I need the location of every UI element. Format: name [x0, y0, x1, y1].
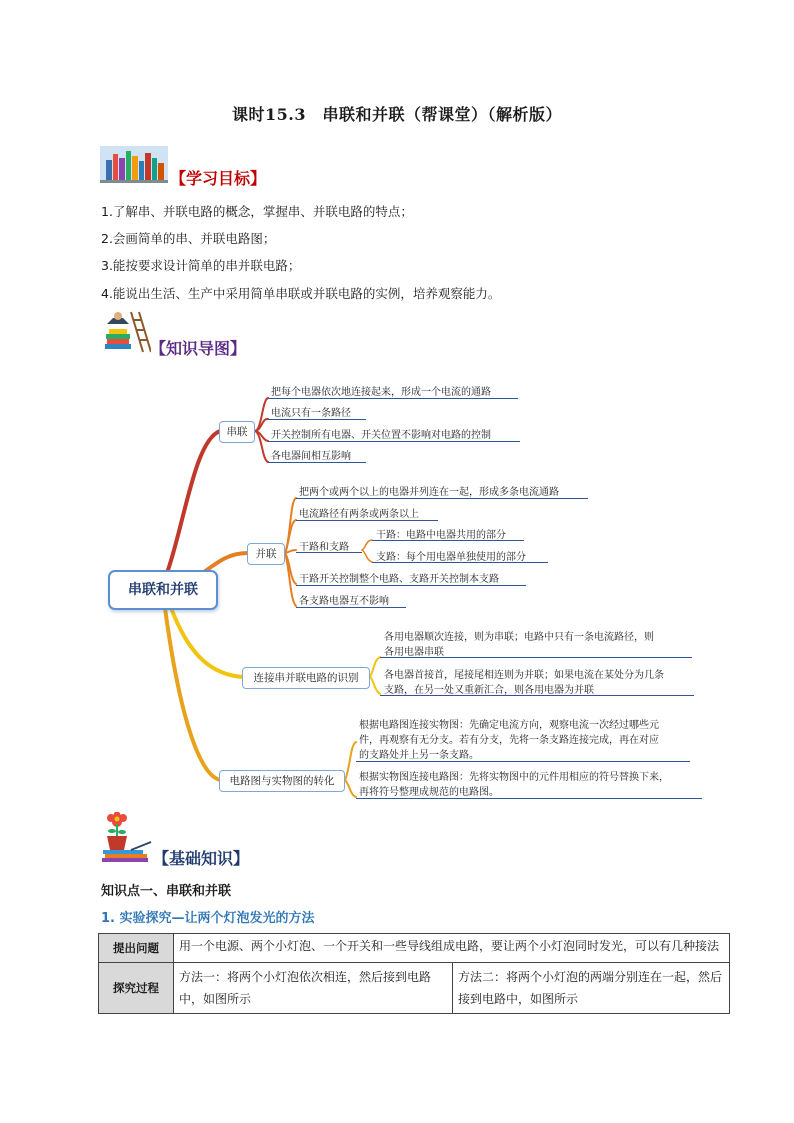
mindmap-leaf: 电流路径有两条或两条以上 [299, 509, 419, 520]
mindmap-convert-node: 电路图与实物图的转化 [219, 770, 345, 792]
mindmap-identify-node: 连接串并联电路的识别 [242, 667, 370, 689]
table-row [99, 934, 730, 963]
mindmap-leaf: 各电器首接首，尾接尾相连则为并联；如果电流在某处分为几条 [384, 670, 664, 681]
table-cell: 方法一：将两个小灯泡依次相连，然后接到电路中，如图所示 [174, 963, 453, 1014]
mindmap-leaf-line [296, 552, 362, 553]
mindmap-parallel-node: 并联 [247, 543, 285, 565]
mindmap-leaf-line [380, 695, 694, 696]
mindmap-leaf-line [372, 540, 524, 541]
mindmap-leaf: 干路开关控制整个电路、支路开关控制本支路 [299, 574, 499, 585]
mindmap-leaf-line [296, 498, 588, 499]
mindmap-leaf-line [296, 585, 526, 586]
goals-section-title: 【学习目标】 [170, 169, 267, 188]
mindmap-leaf-line [268, 419, 366, 420]
mindmap-leaf-line [356, 761, 690, 762]
mindmap-leaf-line [296, 607, 406, 608]
mindmap-leaf: 开关控制所有电器、开关位置不影响对电路的控制 [271, 430, 491, 441]
goal-item: 1.了解串、并联电路的概念，掌握串、并联电路的特点； [101, 204, 413, 219]
mindmap-leaf-line [356, 798, 702, 799]
table-cell: 方法二：将两个小灯泡的两端分别连在一起，然后接到电路中，如图所示 [453, 963, 730, 1014]
mindmap-leaf-line [268, 441, 520, 442]
table-row [99, 963, 730, 1014]
mindmap-leaf: 把每个电器依次地连接起来，形成一个电流的通路 [271, 387, 491, 398]
knowledge-point-heading: 知识点一、串联和并联 [101, 884, 232, 899]
mindmap-leaf-line [268, 462, 366, 463]
mindmap-leaf-line [372, 562, 548, 563]
page-title: 课时15.3 串联和并联（帮课堂）（解析版） [232, 105, 562, 124]
mindmap-leaf-line [296, 520, 438, 521]
mindmap-leaf: 支路，在另一处又重新汇合，则各用电器为并联 [384, 685, 594, 696]
goal-item: 2.会画简单的串、并联电路图； [101, 231, 276, 246]
table-header-cell: 探究过程 [99, 963, 174, 1014]
flower-pot-books-icon [101, 812, 153, 862]
mindmap-leaf: 件，再观察有无分支。若有分支，先将一条支路连接完成，再在对应 [359, 735, 659, 746]
goal-item: 3.能按要求设计简单的串并联电路； [101, 258, 301, 273]
mindmap-leaf: 再将符号整理成规范的电路图。 [359, 787, 499, 798]
mindmap-leaf-line [268, 398, 518, 399]
mindmap-leaf: 根据实物图连接电路图：先将实物图中的元件用相应的符号替换下来， [359, 772, 669, 783]
mindmap-leaf: 各用电器串联 [384, 647, 444, 658]
mindmap-leaf: 各电器间相互影响 [271, 451, 351, 462]
mindmap-series-node: 串联 [219, 421, 255, 443]
basics-section-title: 【基础知识】 [153, 849, 250, 868]
mindmap-leaf: 根据电路图连接实物图：先确定电流方向，观察电流一次经过哪些元 [359, 720, 659, 731]
mindmap-leaf: 各用电器顺次连接，则为串联；电路中只有一条电流路径，则 [384, 632, 654, 643]
mindmap-leaf: 干路和支路 [299, 542, 349, 553]
map-section-title: 【知识导图】 [150, 339, 247, 358]
experiment-heading: 1. 实验探究—让两个灯泡发光的方法 [101, 911, 315, 926]
mindmap-leaf: 各支路电器互不影响 [299, 596, 389, 607]
experiment-table [98, 933, 730, 1014]
mindmap-leaf: 的支路处并上另一条支路。 [359, 750, 479, 761]
mindmap-subleaf: 支路：每个用电器单独使用的部分 [376, 552, 526, 563]
mindmap-subleaf: 干路：电路中电器共用的部分 [376, 530, 506, 541]
table-header-cell: 提出问题 [99, 934, 174, 963]
mindmap-root-node: 串联和并联 [108, 570, 218, 610]
goal-item: 4.能说出生活、生产中采用简单串联或并联电路的实例，培养观察能力。 [101, 286, 501, 301]
table-cell: 用一个电源、两个小灯泡、一个开关和一些导线组成电路，要让两个小灯泡同时发光，可以有几种接法 [174, 934, 730, 963]
mindmap-leaf-line [380, 657, 692, 658]
mindmap-leaf: 把两个或两个以上的电器并列连在一起，形成多条电流通路 [299, 487, 559, 498]
mindmap-leaf: 电流只有一条路径 [271, 408, 351, 419]
